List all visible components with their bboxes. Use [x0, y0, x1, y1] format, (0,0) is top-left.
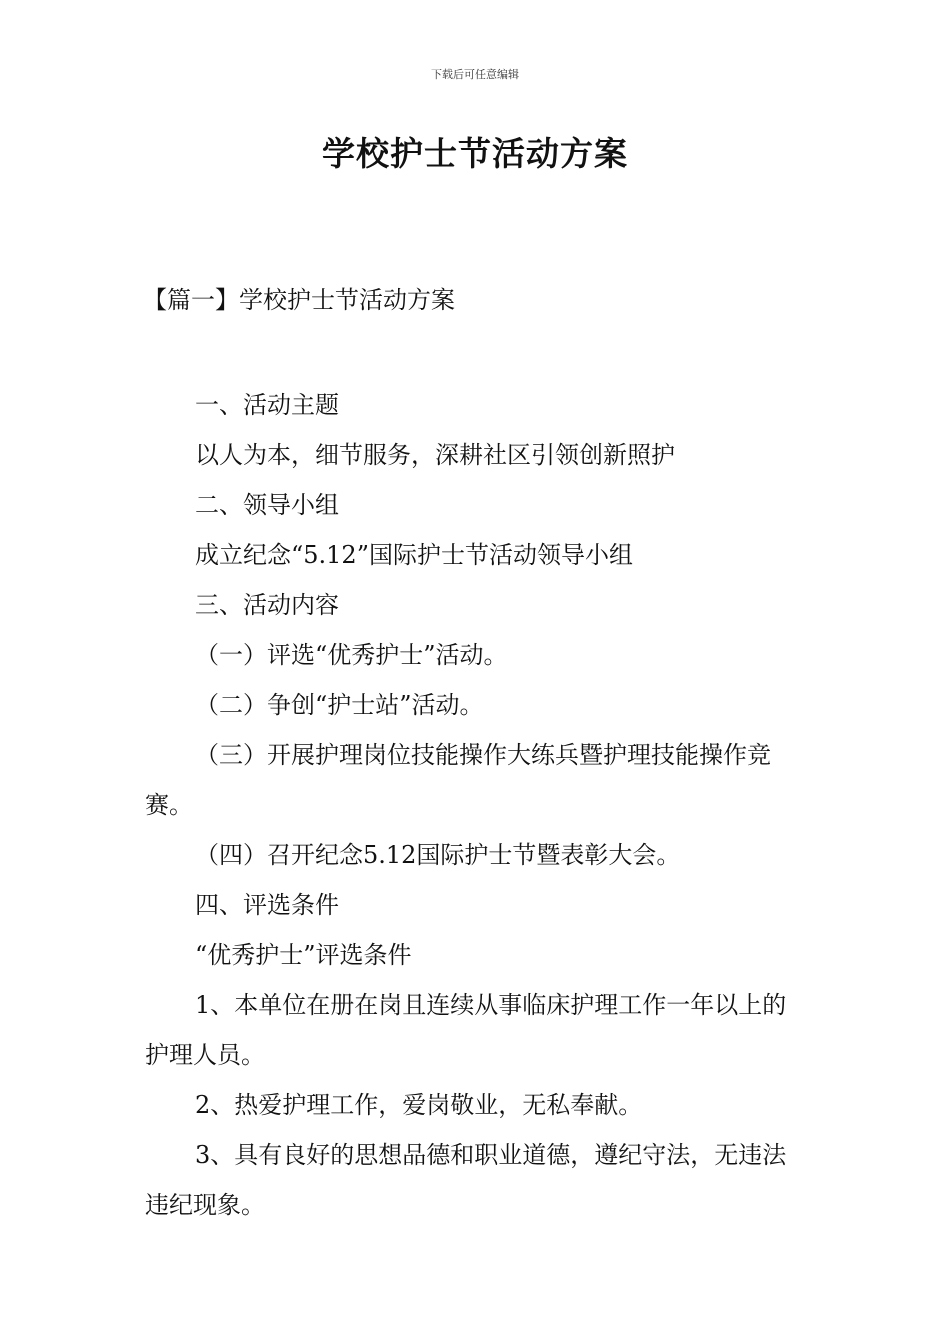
paragraph-heading-criteria: 四、评选条件 — [195, 891, 339, 919]
document-title: 学校护士节活动方案 — [322, 134, 628, 173]
paragraph-criteria-2: 2、热爱护理工作，爱岗敬业，无私奉献。 — [195, 1091, 643, 1119]
paragraph-heading-leadership: 二、领导小组 — [195, 491, 339, 519]
paragraph-content-item-4: （四）召开纪念5.12国际护士节暨表彰大会。 — [195, 841, 681, 869]
paragraph-content-item-1: （一）评选“优秀护士”活动。 — [195, 641, 508, 669]
document-body — [145, 380, 810, 1230]
paragraph-heading-content: 三、活动内容 — [195, 591, 339, 619]
paragraph-content-item-3: （三）开展护理岗位技能操作大练兵暨护理技能操作竞赛。 — [145, 741, 771, 819]
section-heading: 【篇一】学校护士节活动方案 — [143, 286, 455, 314]
paragraph-content-item-2: （二）争创“护士站”活动。 — [195, 691, 484, 719]
paragraph-criteria-1: 1、本单位在册在岗且连续从事临床护理工作一年以上的护理人员。 — [145, 991, 787, 1069]
paragraph-heading-theme: 一、活动主题 — [195, 391, 339, 419]
paragraph-criteria-3: 3、具有良好的思想品德和职业道德，遵纪守法，无违法违纪现象。 — [145, 1141, 787, 1219]
paragraph-theme-text: 以人为本，细节服务，深耕社区引领创新照护 — [195, 441, 675, 469]
paragraph-leadership-text: 成立纪念“5.12”国际护士节活动领导小组 — [195, 541, 633, 569]
header-note: 下载后可任意编辑 — [431, 68, 519, 81]
paragraph-criteria-subtitle: “优秀护士”评选条件 — [195, 941, 412, 969]
